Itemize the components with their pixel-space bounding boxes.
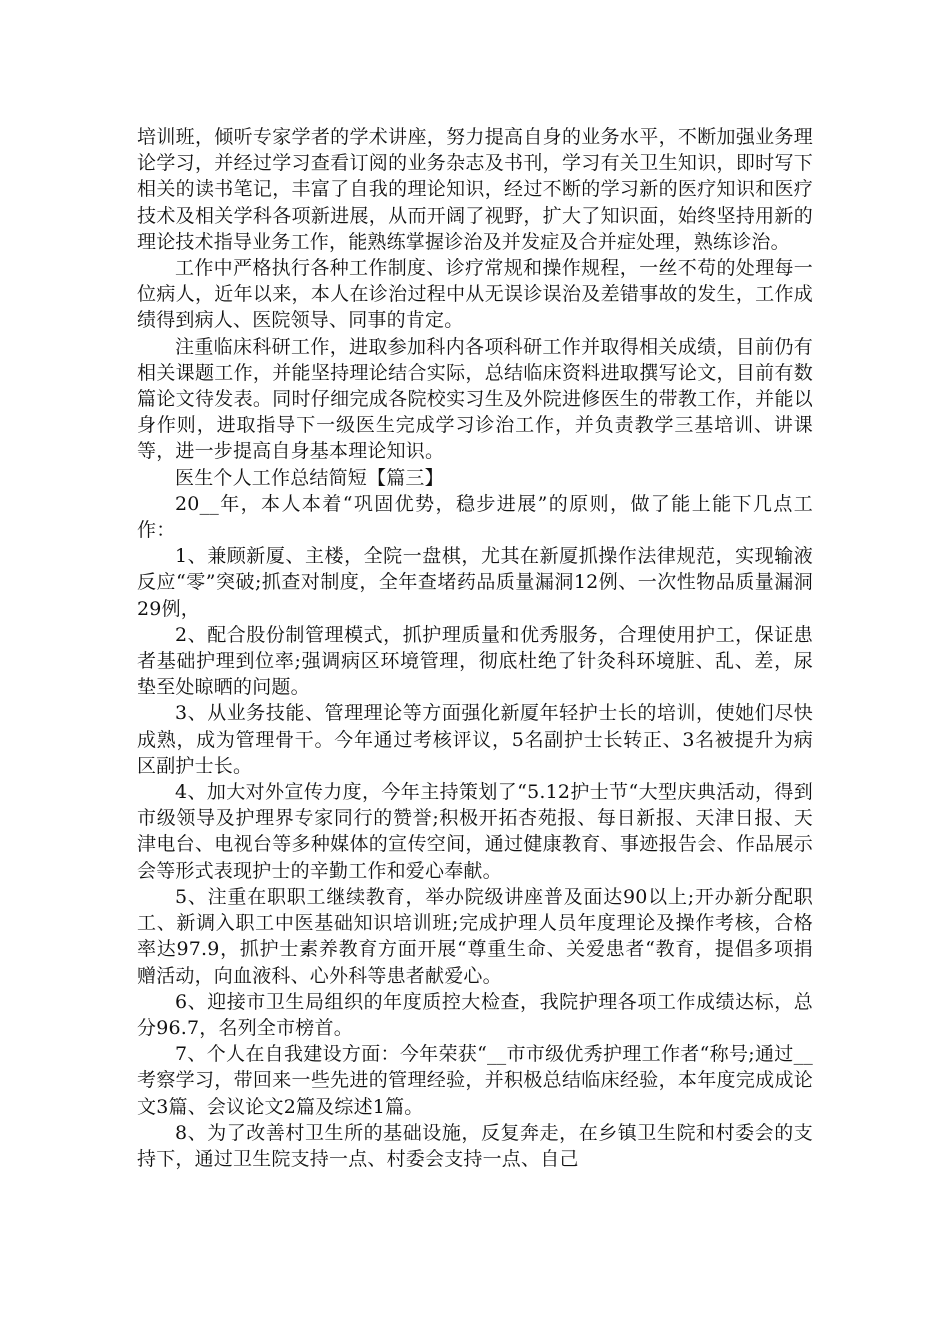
list-item-3: 3、从业务技能、管理理论等方面强化新厦年轻护士长的培训，使她们尽快成熟，成为管理骨干。今年通过考核评议，5名副护士长转正、3名被提升为病区副护士长。	[137, 702, 813, 777]
paragraph-intro: 20__年，本人本着“巩固优势，稳步进展”的原则，做了能上能下几点工作：	[137, 492, 813, 542]
paragraph-continued: 培训班，倾听专家学者的学术讲座，努力提高自身的业务水平，不断加强业务理论学习，并经过学习查看订阅的业务杂志及书刊，学习有关卫生知识，即时写下相关的读书笔记，丰富了自我的理论知识，经过不断的学习新的医疗知识和医疗技术及相关学科各项新进展，从而开阔了视野，扩大了知识面，始终坚持用新的理论技术指导业务工作，能熟练掌握诊治及并发症及合并症处理，熟练诊治。	[137, 126, 813, 253]
paragraph-research: 注重临床科研工作，进取参加科内各项科研工作并取得相关成绩，目前仍有相关课题工作，并能坚持理论结合实际，总结临床资料进取撰写论文，目前有数篇论文待发表。同时仔细完成各院校实习生及外院进修医生的带教工作，并能以身作则，进取指导下一级医生完成学习诊治工作，并负责教学三基培训、讲课等，进一步提高自身基本理论知识。	[137, 335, 813, 463]
list-item-2: 2、配合股份制管理模式，抓护理质量和优秀服务，合理使用护工，保证患者基础护理到位率;强调病区环境管理，彻底杜绝了针灸科环境脏、乱、差，尿垫至处晾晒的问题。	[137, 623, 813, 699]
list-item-7: 7、个人在自我建设方面：今年荣获“__市市级优秀护理工作者“称号;通过__考察学习，带回来一些先进的管理经验，并积极总结临床经验，本年度完成成论文3篇、会议论文2篇及综述1篇。	[137, 1043, 813, 1118]
list-item-4: 4、加大对外宣传力度，今年主持策划了“5.12护士节“大型庆典活动，得到市级领导及护理界专家同行的赞誉;积极开拓杏苑报、每日新报、天津日报、天津电台、电视台等多种媒体的宣传空间，通过健康教育、事迹报告会、作品展示会等形式表现护士的辛勤工作和爱心奉献。	[137, 781, 813, 882]
list-item-8: 8、为了改善村卫生所的基础设施，反复奔走，在乡镇卫生院和村委会的支持下，通过卫生院支持一点、村委会支持一点、自己	[137, 1121, 813, 1170]
list-item-5: 5、注重在职职工继续教育，举办院级讲座普及面达90以上;开办新分配职工、新调入职工中医基础知识培训班;完成护理人员年度理论及操作考核，合格率达97.9，抓护士素养教育方面开展“尊重生命、关爱患者“教育，提倡多项捐赠活动，向血液科、心外科等患者献爱心。	[137, 885, 813, 987]
document-body	[137, 124, 813, 1172]
list-item-1: 1、兼顾新厦、主楼，全院一盘棋，尤其在新厦抓操作法律规范，实现输液反应“零”突破;抓查对制度，全年查堵药品质量漏洞12例、一次性物品质量漏洞29例，	[137, 545, 813, 620]
paragraph-work-rules: 工作中严格执行各种工作制度、诊疗常规和操作规程，一丝不苟的处理每一位病人，近年以来，本人在诊治过程中从无误诊误治及差错事故的发生，工作成绩得到病人、医院领导、同事的肯定。	[137, 257, 813, 332]
section-heading: 医生个人工作总结简短【篇三】	[175, 466, 444, 489]
list-item-6: 6、迎接市卫生局组织的年度质控大检查，我院护理各项工作成绩达标，总分96.7，名列全市榜首。	[137, 990, 813, 1039]
